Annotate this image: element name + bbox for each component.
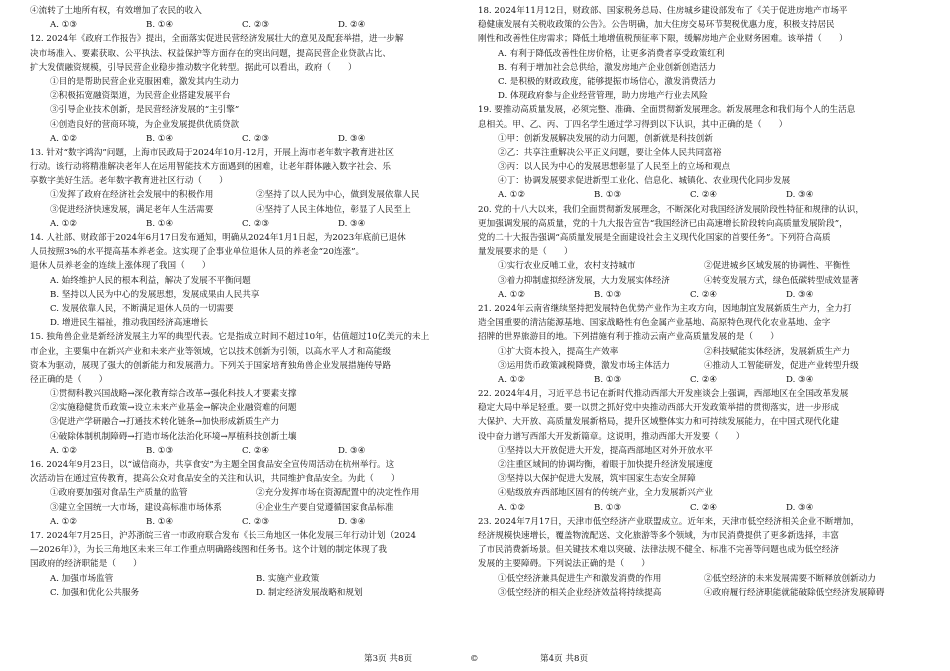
answer-choices: [30, 132, 482, 146]
statement-option: ①低空经济兼具促进生产和激发消费的作用: [498, 573, 662, 584]
right-column: [478, 4, 930, 600]
question-text: 15. 独角兽企业是新经济发展主力军的典型代表。它是指成立时间不超过10年，估值超过10亿美元的未上: [30, 332, 430, 343]
question-q12: [30, 32, 482, 146]
statement-option: ③引导企业技术创新，是民营经济发展的“主引擎”: [50, 105, 240, 116]
statement-option: ③坚持以大保护促进大发展，筑牢国家生态安全屏障: [498, 474, 696, 485]
answer-choice: C. ②③: [242, 218, 270, 229]
answer-choice: B. 实施产业政策: [256, 573, 320, 584]
answer-choices: [30, 217, 482, 231]
question-text: ④流转了土地所有权，有效增加了农民的收入: [30, 6, 202, 16]
question-q13: [30, 146, 482, 231]
statement-option: ③运用货币政策减税降费，激发市场主体活力: [498, 360, 670, 371]
question-q17: [30, 529, 482, 600]
page-number-right: 第4页 共8页: [540, 654, 589, 664]
answer-choice: A. ①②: [498, 190, 526, 201]
statement-option: ③促进经济快速发展，满足老年人生活需要: [50, 204, 214, 215]
statement-option: ②注重区域间的协调均衡，着眼于加快提升经济发展速度: [498, 460, 713, 470]
statement-row: [30, 486, 482, 500]
statement-row: [478, 274, 930, 288]
question-text: 发展的主要障碍。下列说法正确的是（ ）: [478, 559, 650, 570]
statement-option: ②坚持了以人民为中心，做到发展依靠人民: [256, 190, 420, 201]
statement-option: ①贯彻科教兴国战略→深化教育综合改革→强化科技人才要素支撑: [50, 389, 297, 400]
statement-row: [30, 203, 482, 217]
left-column: [30, 4, 482, 600]
question-q21: [478, 302, 930, 387]
answer-choice: C. ②④: [242, 445, 270, 456]
answer-choice: C. ②④: [690, 289, 718, 300]
statement-option: ①目的是帮助民营企业克服困难，激发其内生动力: [50, 76, 240, 87]
answer-choice: D. ③④: [786, 502, 814, 513]
statement-row: [478, 586, 930, 600]
answer-choices: [30, 18, 482, 32]
answer-choice: D. 制定经济发展战略和规划: [256, 587, 363, 598]
question-text: 18. 2024年11月12日，财政部、国家税务总局、住房城乡建设部发布了《关于促进房地产市场平: [478, 6, 848, 16]
answer-choice: B. ①④: [146, 133, 174, 144]
statement-option: B. 坚持以人民为中心的发展思想，发展成果由人民共享: [50, 289, 260, 300]
statement-option: ②乙：共享注重解决公平正义问题，要让全体人民共同富裕: [498, 147, 722, 158]
answer-choices: [478, 188, 930, 202]
statement-option: ②实施稳健货币政策→设立未来产业基金→解决企业融资难的问题: [50, 403, 297, 414]
answer-choice: B. ①④: [146, 218, 174, 229]
question-q20: [478, 203, 930, 302]
page-number-left: 第3页 共8页: [364, 654, 413, 664]
question-text: 大保护、大开放、高质量发展新格局，提升区域整体实力和可持续发展能力，在中国式现代化建: [478, 417, 839, 428]
answer-choice: C. ②③: [242, 20, 270, 31]
answer-choice: C. ②④: [690, 502, 718, 513]
answer-choice: D. ③④: [786, 190, 814, 201]
statement-option: ②促进城乡区域发展的协调性、平衡性: [704, 261, 851, 272]
question-text: 招牌的世界旅游目的地。下列措施有利于推动云南产业高质量发展的是（ ）: [478, 332, 779, 343]
answer-choice: B. ①③: [594, 374, 622, 385]
statement-option: B. 有利于增加社会总供给，激发房地产企业创新创造活力: [498, 62, 717, 73]
answer-choice: D. ③④: [338, 218, 366, 229]
question-text: 稳定大局中举足轻重。要一以贯之抓好党中央推动西部大开发政策举措的贯彻落实，进一步形成: [478, 403, 839, 414]
answer-choices: [30, 515, 482, 529]
statement-option: D. 体现政府参与企业经营管理，助力房地产行业去风险: [498, 91, 708, 102]
answer-choice: A. ①②: [498, 374, 526, 385]
question-text: 行动。该行动将精准解决老年人在运用智能技术方面遇到的困难，让老年群体融入数字社会、乐: [30, 162, 391, 173]
question-text: 更加强调发展的高质量，党的十九大报告宣告“我国经济已由高速增长阶段转向高质量发展阶段”，: [478, 218, 848, 229]
question-q19: [478, 103, 930, 202]
page-footer: [0, 652, 950, 666]
question-text: 党的二十大报告强调“高质量发展是全面建设社会主义现代化国家的首要任务”。下列符合高质: [478, 233, 831, 243]
answer-choice: A. ①②: [498, 289, 526, 300]
answer-choice: D. ③④: [786, 289, 814, 300]
answer-choices: [478, 373, 930, 387]
question-q22: [478, 387, 930, 515]
question-q15: [30, 330, 482, 458]
statement-option: ④转变发展方式，绿色低碳转型成效显著: [704, 275, 859, 286]
question-text: 次活动旨在通过宣传教育，提高公众对食品安全的关注和认识，共同维护食品安全。为此（ ）: [30, 474, 400, 485]
statement-option: D. 增进民生福祉，推动我国经济高速增长: [50, 318, 209, 329]
statement-option: ①实行农业反哺工业，农村支持城市: [498, 261, 636, 272]
answer-choices: [30, 444, 482, 458]
question-text: 稳健康发展有关税收政策的公告》。公告明确，加大住房交易环节契税优惠力度，积极支持居民: [478, 20, 835, 31]
question-text: 市企业，主要集中在新兴产业和未来产业等领域，它以技术创新为引领，以高水平人才和高能级: [30, 346, 391, 357]
answer-choice: A. ①②: [50, 516, 78, 527]
answer-choice: A. ①②: [50, 133, 78, 144]
answer-choice: D. ③④: [786, 374, 814, 385]
question-text: —2026年）》，为长三角地区未来三年工作重点明确路线图和任务书。这个计划的制定体现了我: [30, 545, 388, 556]
question-text: 14. 人社部、财政部于2024年6月17日发布通知，明确从2024年1月1日起，为2023年底前已退休: [30, 233, 406, 243]
answer-choice: B. ①③: [594, 190, 622, 201]
question-text: 20. 党的十八大以来，我们全面贯彻新发展理念，不断深化对我国经济发展阶段性特征和规律的认识，: [478, 204, 864, 215]
answer-choice: B. ①③: [594, 289, 622, 300]
answer-choice: B. ①③: [146, 445, 174, 456]
question-text: 22. 2024年4月，习近平总书记在新时代推动西部大开发座谈会上强调，西部地区在全国改革发展: [478, 389, 849, 400]
question-q14: [30, 231, 482, 330]
statement-option: ④贴级放弃西部地区固有的传统产业，全力发展新兴产业: [498, 488, 713, 499]
statement-option: ①扩大资本投入，提高生产效率: [498, 346, 619, 357]
answer-choice: B. ①④: [146, 516, 174, 527]
statement-row: [478, 359, 930, 373]
answer-choice: C. 加强和优化公共服务: [50, 587, 140, 598]
answer-choice: A. ①②: [50, 445, 78, 456]
statement-option: ③丙：以人民为中心的发展思想彰显了人民至上的立场和观点: [498, 162, 731, 173]
question-text: 了市民消费新场景。但关键技术难以突破、法律法规不健全、标准不完善等问题也成为低空经济: [478, 545, 839, 556]
question-text: 23. 2024年7月17日，天津市低空经济产业联盟成立。近年来，天津市低空经济相关企业不断增加，: [478, 516, 860, 527]
question-text: 造全国重要的清洁能源基地、国家战略性有色金属产业基地、高原特色现代化农业基地、金字: [478, 318, 831, 329]
statement-option: ①甲：创新发展解决发展的动力问题，创新就是科技创新: [498, 133, 713, 144]
answer-choices: [478, 288, 930, 302]
answer-choice: B. ①③: [594, 502, 622, 513]
statement-option: ②科技赋能实体经济，发展新质生产力: [704, 346, 851, 357]
statement-option: ①发挥了政府在经济社会发展中的积极作用: [50, 190, 214, 201]
answer-choice: C. ②④: [690, 190, 718, 201]
statement-option: C. 发展依靠人民，不断满足退休人员的一切需要: [50, 303, 234, 314]
answer-choice: D. ③④: [338, 516, 366, 527]
statement-option: ③促进产学研融合→打通技术转化链条→加快形成新质生产力: [50, 417, 280, 428]
question-text: 12. 2024年《政府工作报告》提出，全面落实促进民营经济发展壮大的意见及配套举措，进一步解: [30, 34, 404, 45]
statement-option: ④企业生产要自觉遵循国家食品标准: [256, 502, 394, 513]
statement-option: ④创造良好的营商环境，为企业发展提供优质贷款: [50, 119, 240, 130]
answer-choice: A. 加强市场监管: [50, 573, 114, 584]
question-text: 扩大发债融资规模，引导民营企业稳步推动数字化转型。据此可以看出，政府（ ）: [30, 62, 357, 73]
statement-option: ②积极拓宽融资渠道，为民营企业搭建发展平台: [50, 91, 231, 102]
answer-choices: [30, 586, 482, 600]
statement-option: ③着力抑制虚拟经济发展，大力发展实体经济: [498, 275, 670, 286]
question-q16: [30, 458, 482, 529]
question-text: 13. 针对“数字鸿沟”问题，上海市民政局于2024年10月-12月，开展上海市老年数字教育进社区: [30, 147, 395, 158]
statement-row: [478, 572, 930, 586]
statement-option: ④丁：协调发展要求促进新型工业化、信息化、城镇化、农业现代化同步发展: [498, 176, 791, 187]
statement-option: ②低空经济的未来发展需要不断释放创新动力: [704, 573, 876, 584]
question-text: 径正确的是（ ）: [30, 374, 108, 385]
statement-option: ②充分发挥市场在资源配置中的决定性作用: [256, 488, 420, 499]
statement-option: ④坚持了人民主体地位，彰显了人民至上: [256, 204, 411, 215]
answer-choices: [478, 501, 930, 515]
question-text: 量发展要求的是（ ）: [478, 247, 573, 258]
answer-choice: C. ②④: [690, 374, 718, 385]
question-q11-tail: [30, 4, 482, 32]
question-text: 国政府的经济职能是（ ）: [30, 559, 142, 570]
answer-choice: D. ③④: [338, 445, 366, 456]
answer-choice: D. ③④: [338, 133, 366, 144]
statement-option: ④推动人工智能研发，促进产业转型升级: [704, 360, 859, 371]
statement-option: A. 有利于降低改善性住房价格，让更多消费者享受政策红利: [498, 48, 725, 59]
question-q18: [478, 4, 930, 103]
statement-row: [478, 345, 930, 359]
question-text: 决市场准入、要素获取、公平执法、权益保护等方面存在的突出问题，提高民营企业贷款占比、: [30, 48, 391, 59]
question-text: 21. 2024年云南省继续坚持把发展特色优势产业作为主攻方向，因地制宜发展新质生产力，全力打: [478, 303, 852, 314]
question-text: 19. 要推动高质量发展，必须完整、准确、全面贯彻新发展理念。新发展理念和我们每个人的生活息: [478, 105, 856, 116]
statement-option: ④破除体制机制障碍→打造市场化法治化环境→厚植科技创新土壤: [50, 431, 297, 442]
statement-option: ①坚持以大开放促进大开发，提高西部地区对外开放水平: [498, 445, 713, 456]
answer-choices: [30, 572, 482, 586]
question-text: 经济规模快速增长，覆盖物流配送、文化旅游等多个领域，为市民消费提供了更多新选择，丰富: [478, 530, 839, 541]
question-text: 设中奋力谱写西部大开发新篇章。这说明，推动西部大开发要（ ）: [478, 431, 745, 442]
answer-choice: B. ①④: [146, 20, 174, 31]
copyright-mark: ©: [470, 654, 479, 664]
question-text: 息相关。甲、乙、丙、丁四名学生通过学习得到以下认识，其中正确的是（ ）: [478, 119, 788, 130]
answer-choice: C. ②③: [242, 516, 270, 527]
statement-row: [478, 259, 930, 273]
question-q23: [478, 515, 930, 600]
question-text: 人员按照3%的水平提高基本养老金。这实现了企事业单位退休人员的养老金“20连涨”。: [30, 247, 365, 258]
statement-row: [30, 501, 482, 515]
question-text: 17. 2024年7月25日，沪苏浙皖三省一市政府联合发布《长三角地区一体化发展三年行动计划（2024: [30, 530, 416, 541]
answer-choice: A. ①②: [498, 502, 526, 513]
statement-option: ③低空经济的相关企业经济效益将持续提高: [498, 587, 662, 598]
question-text: 16. 2024年9月23日，以“诚信商办，共享食安”为主题全国食品安全宣传周活动在杭州举行。这: [30, 460, 395, 470]
statement-option: A. 始终维护人民的根本利益，解决了发展不平衡问题: [50, 275, 251, 286]
question-text: 退休人员养老金的连续上涨体现了我国（ ）: [30, 261, 211, 272]
statement-option: ③建立全国统一大市场，建设高标准市场体系: [50, 502, 222, 513]
statement-option: C. 是积极的财政政度，能够提振市场信心，激发消费活力: [498, 76, 716, 87]
answer-choice: A. ①②: [50, 218, 78, 229]
statement-row: [30, 188, 482, 202]
question-text: 资本为驱动，展现了强大的创新能力和发展潜力。下列关于国家培育独角兽企业发展措施传导路: [30, 360, 391, 371]
question-text: 刚性和改善性住房需求；降低土地增值税预征率下限，缓解房地产企业财务困难。该举措（ ）: [478, 34, 848, 45]
answer-choice: C. ②③: [242, 133, 270, 144]
statement-option: ④政府履行经济职能就能破除低空经济发展障碍: [704, 587, 885, 598]
answer-choice: A. ①③: [50, 20, 78, 31]
statement-option: ①政府要加强对食品生产质量的监管: [50, 488, 188, 499]
answer-choice: D. ②④: [338, 20, 366, 31]
question-text: 享数字美好生活。老年数字教育进社区行动（ ）: [30, 176, 228, 187]
